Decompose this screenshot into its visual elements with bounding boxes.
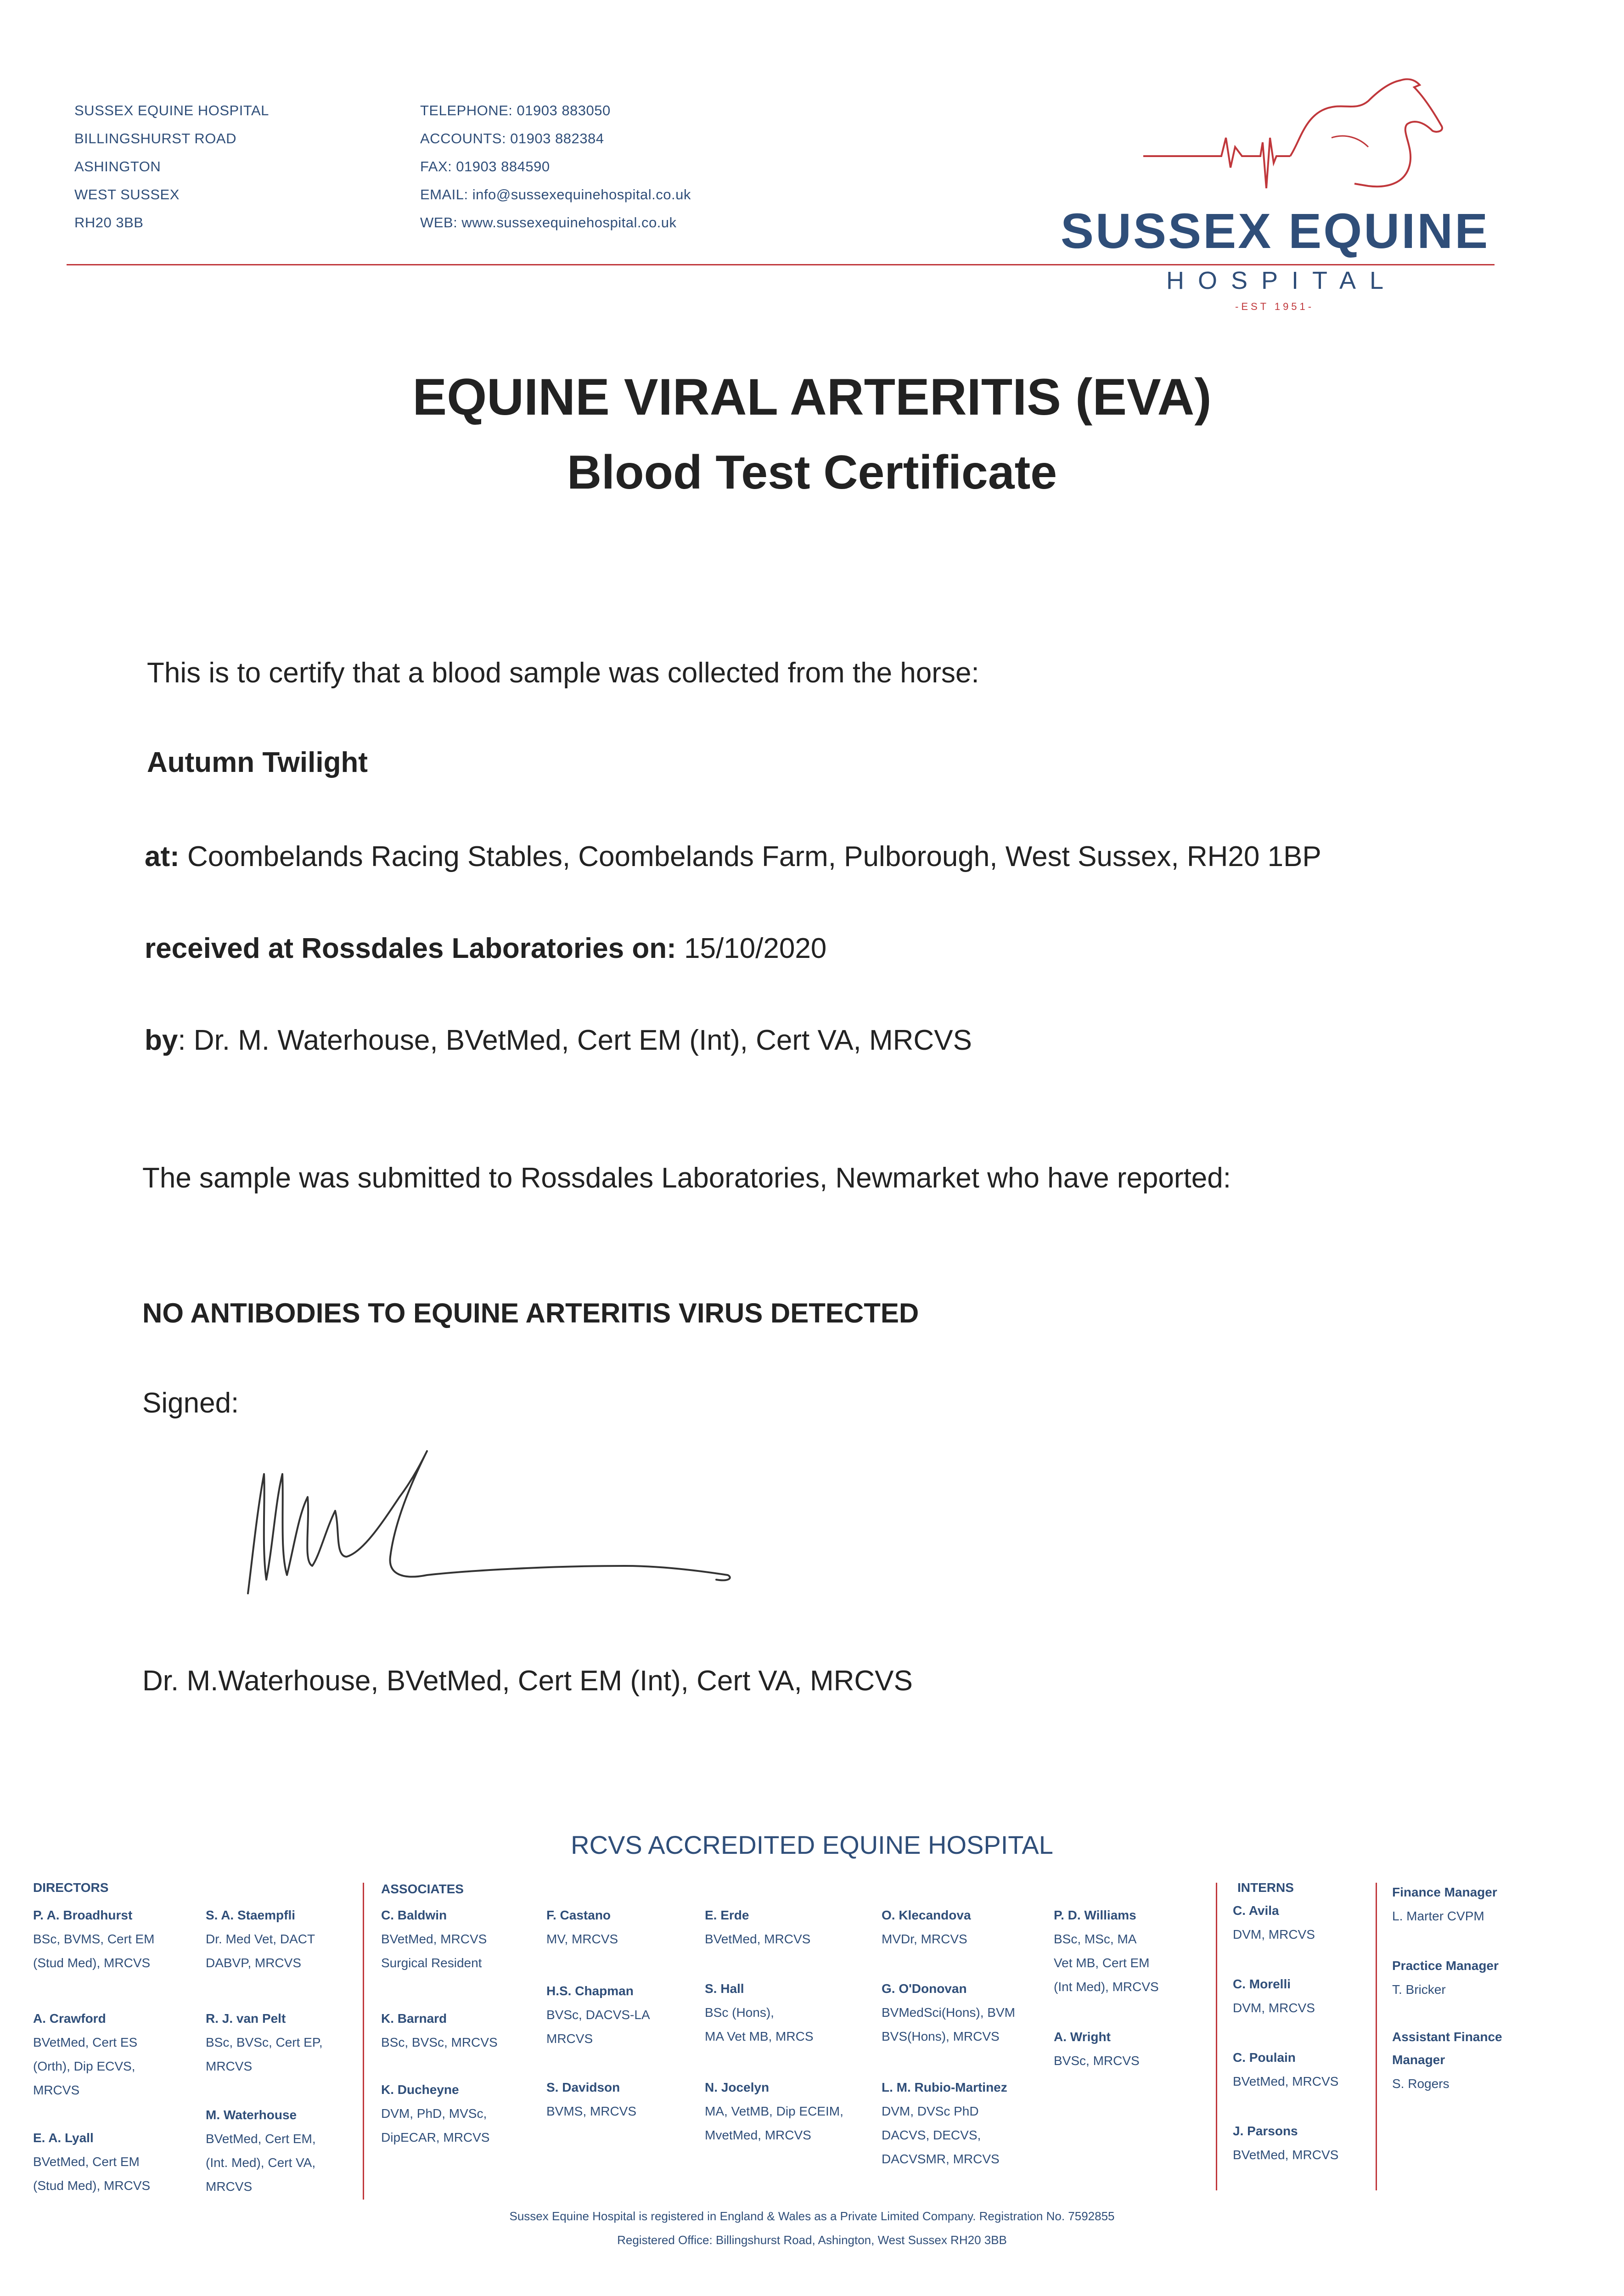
staff-qualification: DACVSMR, MRCVS xyxy=(882,2152,1000,2166)
staff-qualification: MVDr, MRCVS xyxy=(882,1932,967,1946)
signatory-name: Dr. M.Waterhouse, BVetMed, Cert EM (Int), Cert VA, MRCVS xyxy=(142,1665,913,1697)
staff-qualification: DVM, MRCVS xyxy=(1233,1927,1315,1941)
staff-name: Finance Manager xyxy=(1392,1885,1497,1899)
staff-name: G. O'Donovan xyxy=(882,1981,967,1996)
column-divider xyxy=(1376,1883,1377,2190)
staff-qualification: MRCVS xyxy=(33,2083,80,2097)
staff-name: Manager xyxy=(1392,2053,1445,2067)
staff-entry xyxy=(33,2007,137,2102)
staff-entry xyxy=(33,2126,150,2198)
contact-email: EMAIL: info@sussexequinehospital.co.uk xyxy=(420,186,691,203)
staff-qualification: BSc, BVSc, MRCVS xyxy=(381,2035,498,2049)
address-line: BILLINGSHURST ROAD xyxy=(74,130,236,146)
staff-qualification: BVSc, DACVS-LA xyxy=(546,2008,650,2022)
staff-entry xyxy=(381,2078,489,2150)
staff-qualification: S. Rogers xyxy=(1392,2077,1450,2091)
staff-entry xyxy=(1233,2119,1338,2167)
staff-qualification: (Orth), Dip ECVS, xyxy=(33,2059,135,2073)
staff-qualification: BVetMed, MRCVS xyxy=(1233,2148,1339,2162)
staff-name: N. Jocelyn xyxy=(705,2080,770,2094)
staff-entry xyxy=(705,1903,810,1951)
address-line: ASHINGTON xyxy=(74,158,161,174)
staff-name: C. Poulain xyxy=(1233,2050,1296,2065)
staff-name: O. Klecandova xyxy=(882,1908,971,1922)
staff-qualification: BVetMed, MRCVS xyxy=(1233,2074,1339,2088)
staff-name: K. Ducheyne xyxy=(381,2082,459,2097)
staff-qualification: DVM, MRCVS xyxy=(1233,2001,1315,2015)
staff-qualification: L. Marter CVPM xyxy=(1392,1909,1484,1923)
staff-name: E. Erde xyxy=(705,1908,749,1922)
signed-label: Signed: xyxy=(142,1387,239,1419)
received-value: 15/10/2020 xyxy=(676,933,827,964)
staff-entry xyxy=(1392,2025,1502,2049)
staff-qualification: BSc, BVSc, Cert EP, xyxy=(206,2035,323,2049)
contact-fax: FAX: 01903 884590 xyxy=(420,158,550,174)
staff-entry xyxy=(1054,1903,1159,1999)
collected-by xyxy=(145,1024,1522,1057)
staff-qualification: MV, MRCVS xyxy=(546,1932,618,1946)
staff-qualification: MRCVS xyxy=(206,2179,253,2194)
staff-qualification: MA, VetMB, Dip ECEIM, xyxy=(705,2104,843,2118)
staff-entry xyxy=(1233,1972,1315,2020)
staff-qualification: Dr. Med Vet, DACT xyxy=(206,1932,315,1946)
staff-name: M. Waterhouse xyxy=(206,2108,297,2122)
received-label: received at Rossdales Laboratories on: xyxy=(145,933,676,964)
staff-entry xyxy=(546,1903,618,1951)
collection-location xyxy=(145,840,1522,873)
staff-name: P. D. Williams xyxy=(1054,1908,1136,1922)
staff-qualification: Vet MB, Cert EM xyxy=(1054,1956,1150,1970)
collected-by-label: by xyxy=(145,1024,178,1056)
staff-name: J. Parsons xyxy=(1233,2124,1298,2138)
signature-image xyxy=(230,1442,758,1607)
registered-office: Registered Office: Billingshurst Road, Ashington, West Sussex RH20 3BB xyxy=(617,2233,1007,2247)
address-line: RH20 3BB xyxy=(74,214,144,231)
staff-entry xyxy=(705,2076,843,2147)
collected-by-value: : Dr. M. Waterhouse, BVetMed, Cert EM (Int), Cert VA, MRCVS xyxy=(178,1024,972,1056)
staff-qualification: (Int Med), MRCVS xyxy=(1054,1980,1159,1994)
staff-qualification: MvetMed, MRCVS xyxy=(705,2128,811,2142)
staff-entry xyxy=(546,2076,636,2123)
staff-qualification: BSc (Hons), xyxy=(705,2005,774,2020)
registration-info xyxy=(0,2204,1624,2252)
logo-subtitle: HOSPITAL xyxy=(1166,267,1398,294)
staff-qualification: MRCVS xyxy=(206,2059,253,2073)
staff-entry xyxy=(882,1903,971,1951)
staff-name: K. Barnard xyxy=(381,2011,447,2026)
staff-entry xyxy=(206,2007,323,2078)
staff-name: R. J. van Pelt xyxy=(206,2011,286,2026)
staff-name: Practice Manager xyxy=(1392,1958,1499,1973)
staff-name: S. Davidson xyxy=(546,2080,620,2094)
staff-qualification: Surgical Resident xyxy=(381,1956,482,1970)
contact-web: WEB: www.sussexequinehospital.co.uk xyxy=(420,214,677,231)
staff-qualification: BVSc, MRCVS xyxy=(1054,2054,1140,2068)
interns-heading: INTERNS xyxy=(1237,1880,1294,1895)
staff-entry xyxy=(546,1979,650,2051)
header-divider xyxy=(67,264,1495,265)
staff-qualification: BVMS, MRCVS xyxy=(546,2104,637,2118)
staff-name: P. A. Broadhurst xyxy=(33,1908,133,1922)
staff-name: C. Baldwin xyxy=(381,1908,447,1922)
certificate-subtitle: Blood Test Certificate xyxy=(567,446,1057,499)
staff-qualification: MRCVS xyxy=(546,2032,593,2046)
staff-entry xyxy=(1233,2046,1338,2093)
staff-name: C. Morelli xyxy=(1233,1977,1291,1991)
hospital-contacts xyxy=(420,96,879,236)
contact-accounts: ACCOUNTS: 01903 882384 xyxy=(420,130,604,146)
staff-name: L. M. Rubio-Martinez xyxy=(882,2080,1007,2094)
staff-entry xyxy=(1233,1899,1315,1947)
staff-qualification: BVS(Hons), MRCVS xyxy=(882,2029,1000,2043)
certificate-title: EQUINE VIRAL ARTERITIS (EVA) xyxy=(412,368,1212,426)
registration-line: Sussex Equine Hospital is registered in England & Wales as a Private Limited Company. Registration No. 7592855 xyxy=(509,2209,1115,2223)
staff-qualification: BVetMed, MRCVS xyxy=(381,1932,487,1946)
horse-heartbeat-logo-icon xyxy=(1139,69,1469,207)
address-line: SUSSEX EQUINE HOSPITAL xyxy=(74,102,269,118)
logo-established: -EST 1951- xyxy=(1235,301,1315,312)
column-divider xyxy=(1216,1883,1217,2190)
staff-qualification: DipECAR, MRCVS xyxy=(381,2130,490,2144)
accreditation-heading: RCVS ACCREDITED EQUINE HOSPITAL xyxy=(571,1830,1053,1859)
staff-qualification: DVM, PhD, MVSc, xyxy=(381,2106,487,2121)
staff-name: E. A. Lyall xyxy=(33,2131,94,2145)
staff-entry xyxy=(1054,2025,1140,2073)
staff-name: H.S. Chapman xyxy=(546,1984,634,1998)
test-result: NO ANTIBODIES TO EQUINE ARTERITIS VIRUS DETECTED xyxy=(142,1298,919,1328)
column-divider xyxy=(363,1883,364,2200)
staff-entry xyxy=(381,1903,487,1975)
submission-statement: The sample was submitted to Rossdales Laboratories, Newmarket who have reported: xyxy=(142,1162,1231,1194)
staff-qualification: MA Vet MB, MRCS xyxy=(705,2029,814,2043)
received-date xyxy=(145,932,1522,965)
staff-entry xyxy=(882,1977,1015,2048)
staff-qualification: T. Bricker xyxy=(1392,1982,1446,1997)
staff-entry xyxy=(206,1903,315,1975)
staff-name: S. A. Staempfli xyxy=(206,1908,296,1922)
horse-name: Autumn Twilight xyxy=(147,747,368,778)
hospital-address xyxy=(74,96,396,236)
location-value: Coombelands Racing Stables, Coombelands Farm, Pulborough, West Sussex, RH20 1BP xyxy=(179,841,1321,872)
staff-qualification: BSc, BVMS, Cert EM xyxy=(33,1932,155,1946)
location-label: at: xyxy=(145,841,180,872)
staff-qualification: BVMedSci(Hons), BVM xyxy=(882,2005,1015,2020)
staff-qualification: (Int. Med), Cert VA, xyxy=(206,2155,316,2170)
staff-entry xyxy=(33,1903,155,1975)
staff-qualification: DACVS, DECVS, xyxy=(882,2128,981,2142)
staff-qualification: DVM, DVSc PhD xyxy=(882,2104,979,2118)
staff-qualification: BVetMed, Cert EM xyxy=(33,2155,140,2169)
staff-name: A. Crawford xyxy=(33,2011,106,2026)
staff-qualification: (Stud Med), MRCVS xyxy=(33,1956,151,1970)
staff-entry xyxy=(882,2076,1007,2171)
staff-name: A. Wright xyxy=(1054,2030,1111,2044)
staff-name: C. Avila xyxy=(1233,1903,1279,1918)
staff-qualification: BVetMed, MRCVS xyxy=(705,1932,811,1946)
staff-name: S. Hall xyxy=(705,1981,744,1996)
associates-heading: ASSOCIATES xyxy=(381,1882,464,1896)
address-line: WEST SUSSEX xyxy=(74,186,180,203)
staff-qualification: BVetMed, Cert EM, xyxy=(206,2132,316,2146)
staff-qualification: BVetMed, Cert ES xyxy=(33,2035,138,2049)
staff-qualification: (Stud Med), MRCVS xyxy=(33,2178,151,2193)
directors-heading: DIRECTORS xyxy=(33,1880,109,1895)
staff-entry xyxy=(705,1977,814,2048)
staff-name: Assistant Finance xyxy=(1392,2030,1502,2044)
staff-name: F. Castano xyxy=(546,1908,611,1922)
staff-qualification: DABVP, MRCVS xyxy=(206,1956,301,1970)
staff-entry xyxy=(206,2103,316,2199)
contact-telephone: TELEPHONE: 01903 883050 xyxy=(420,102,611,118)
staff-qualification: BSc, MSc, MA xyxy=(1054,1932,1137,1946)
certify-statement: This is to certify that a blood sample was collected from the horse: xyxy=(147,657,979,689)
staff-entry xyxy=(1392,1954,1499,2002)
staff-entry xyxy=(381,2007,498,2054)
logo-title: SUSSEX EQUINE xyxy=(1061,203,1490,259)
staff-entry xyxy=(1392,2048,1450,2096)
staff-entry xyxy=(1392,1880,1497,1928)
